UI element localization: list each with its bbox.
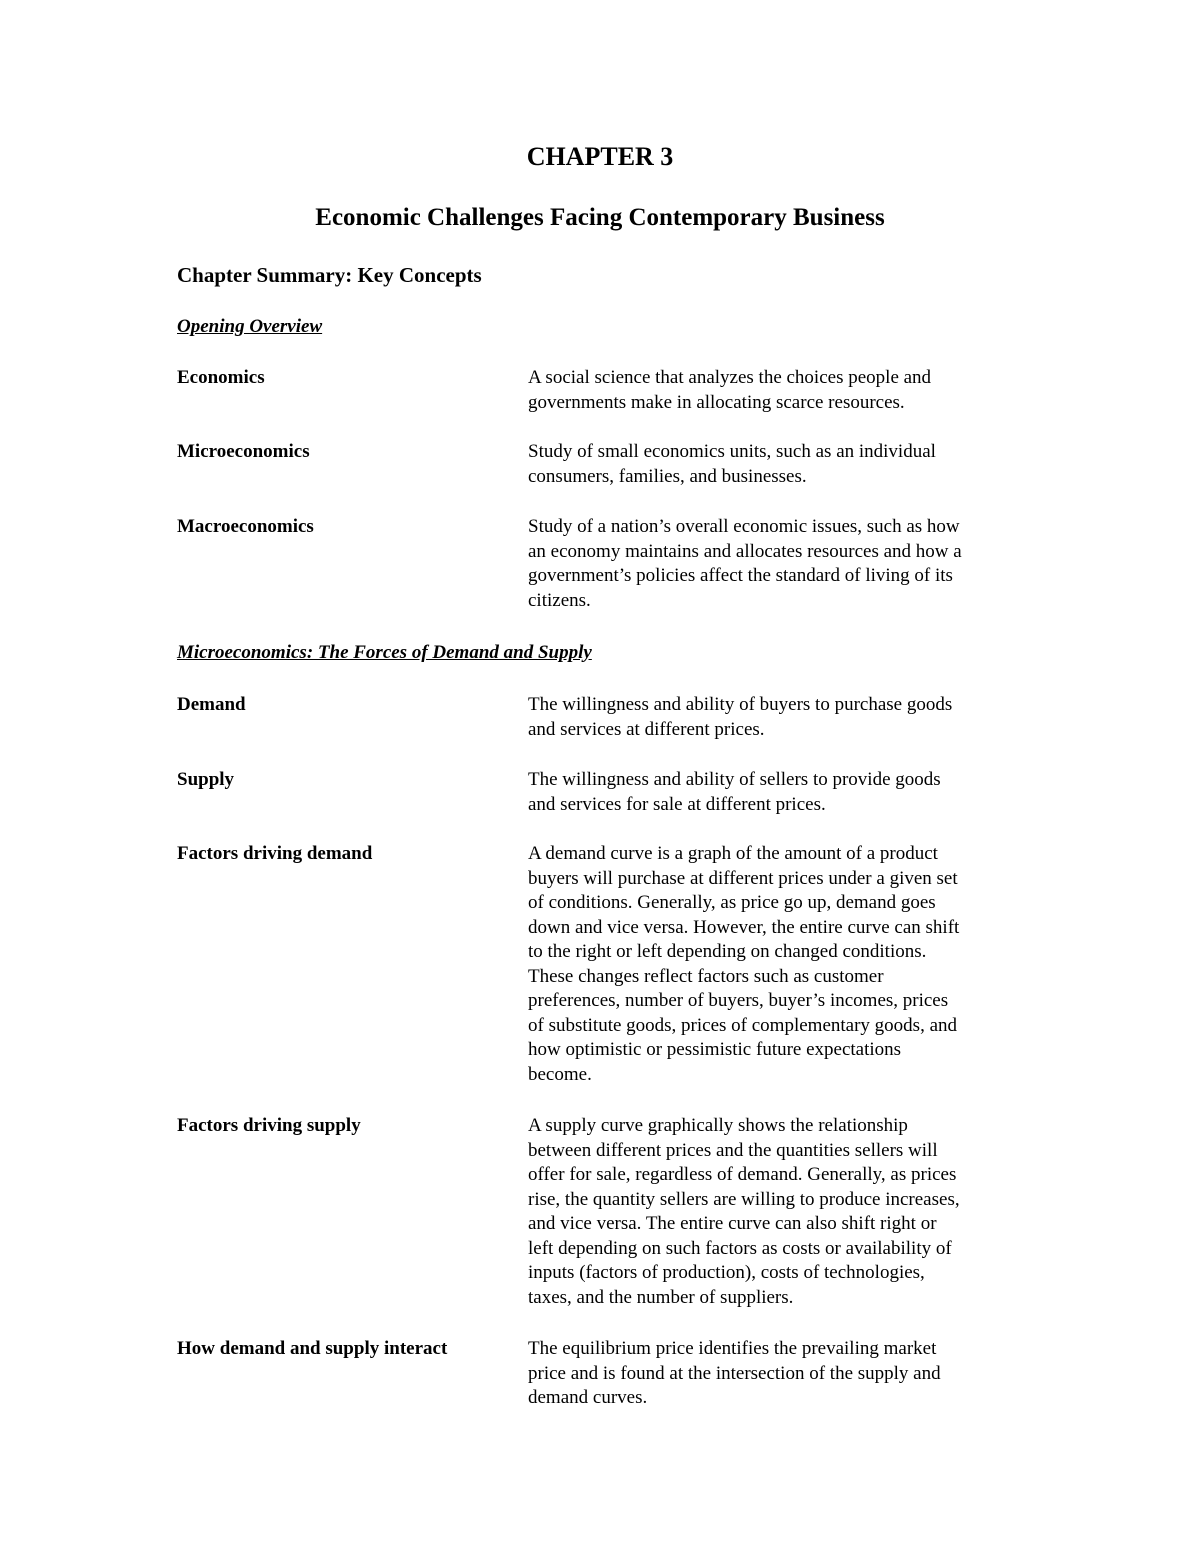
definition-line: consumers, families, and businesses. (528, 465, 807, 487)
definition-line: These changes reflect factors such as customer (528, 965, 884, 987)
definition-line: preferences, number of buyers, buyer’s incomes, prices (528, 990, 949, 1011)
term-supply: Supply (177, 769, 235, 790)
definition-line: citizens. (528, 589, 591, 611)
definition-line: demand curves. (528, 1387, 648, 1408)
term-demand: Demand (177, 694, 246, 715)
definition-line: Study of a nation’s overall economic issues, such as how (528, 516, 960, 537)
definition-line: left depending on such factors as costs or availability of (528, 1237, 952, 1259)
definition-line: Study of small economics units, such as an individual (528, 441, 936, 462)
definition-line: The equilibrium price identifies the prevailing market (528, 1338, 937, 1359)
definition-line: and services for sale at different prices. (528, 793, 826, 815)
definition-line: offer for sale, regardless of demand. Generally, as prices (528, 1164, 957, 1185)
definition-macroeconomics (528, 515, 1028, 613)
term-economics: Economics (177, 367, 265, 388)
term-factors-driving-demand: Factors driving demand (177, 843, 373, 864)
chapter-number: CHAPTER 3 (526, 142, 674, 171)
definition-line: A demand curve is a graph of the amount of a product (528, 843, 938, 864)
definition-line: of substitute goods, prices of complementary goods, and (528, 1014, 958, 1036)
definition-line: The willingness and ability of sellers to provide goods (528, 769, 941, 790)
definition-line: price and is found at the intersection of the supply and (528, 1362, 941, 1384)
section-heading-demand-supply: Microeconomics: The Forces of Demand and Supply (177, 642, 592, 663)
definition-line: an economy maintains and allocates resources and how a (528, 540, 962, 562)
definition-line: become. (528, 1063, 592, 1085)
definition-line: rise, the quantity sellers are willing to produce increases, (528, 1188, 960, 1210)
definition-line: A supply curve graphically shows the relationship (528, 1115, 908, 1136)
definition-demand-supply-interact (528, 1337, 1028, 1411)
definition-demand (528, 693, 1028, 742)
definition-line: between different prices and the quantities sellers will (528, 1139, 938, 1161)
definition-line: taxes, and the number of suppliers. (528, 1286, 794, 1308)
definition-line: how optimistic or pessimistic future expectations (528, 1039, 902, 1060)
definition-line: The willingness and ability of buyers to purchase goods (528, 694, 953, 715)
definition-line: down and vice versa. However, the entire curve can shift (528, 916, 960, 938)
definition-line: inputs (factors of production), costs of technologies, (528, 1262, 925, 1283)
definition-microeconomics (528, 440, 1028, 489)
summary-heading: Chapter Summary: Key Concepts (177, 263, 482, 287)
term-demand-supply-interact: How demand and supply interact (177, 1338, 448, 1359)
definition-supply (528, 768, 1028, 817)
definition-factors-driving-demand (528, 842, 1028, 1087)
chapter-title: Economic Challenges Facing Contemporary Business (315, 204, 885, 231)
definition-line: and services at different prices. (528, 718, 765, 740)
definition-line: and vice versa. The entire curve can also shift right or (528, 1213, 937, 1234)
definition-line: of conditions. Generally, as price go up, demand goes (528, 892, 936, 913)
definition-line: A social science that analyzes the choices people and (528, 367, 932, 388)
definition-line: buyers will purchase at different prices under a given set (528, 867, 958, 889)
term-microeconomics: Microeconomics (177, 441, 310, 462)
definition-economics (528, 366, 1028, 415)
section-heading-opening-overview: Opening Overview (177, 316, 323, 337)
term-factors-driving-supply: Factors driving supply (177, 1115, 361, 1136)
definition-factors-driving-supply (528, 1114, 1028, 1310)
definition-line: to the right or left depending on changed conditions. (528, 941, 927, 962)
definition-line: government’s policies affect the standard of living of its (528, 565, 953, 586)
term-macroeconomics: Macroeconomics (177, 516, 314, 537)
definition-line: governments make in allocating scarce resources. (528, 391, 905, 413)
